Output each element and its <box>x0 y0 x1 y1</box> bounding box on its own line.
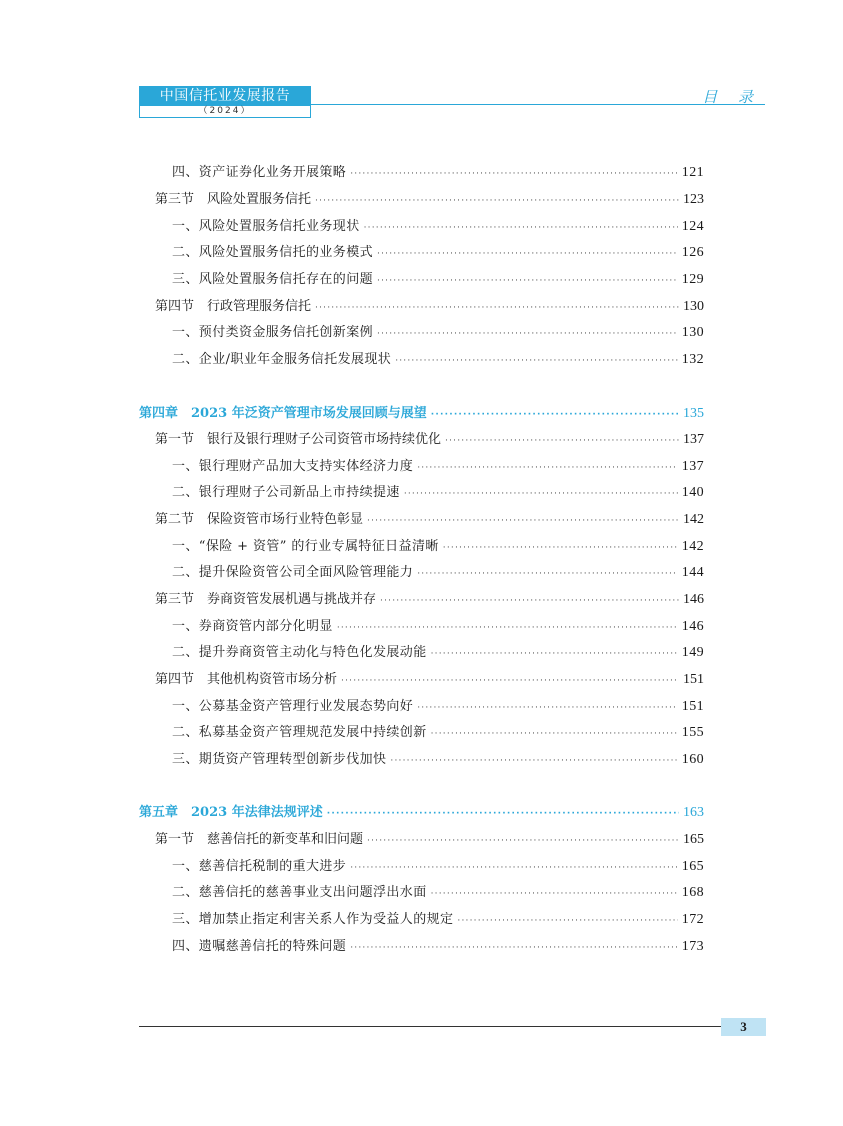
toc-subsection-entry[interactable] <box>172 617 704 637</box>
toc-page-number: 173 <box>681 939 704 954</box>
toc-page-number: 137 <box>681 459 704 474</box>
toc-page-number: 151 <box>683 672 704 687</box>
toc-page-number: 165 <box>681 859 704 874</box>
toc-entry-title: 三、风险处置服务信托存在的问题 <box>172 272 374 287</box>
toc-page-number: 130 <box>683 299 704 314</box>
page-number: 3 <box>721 1018 766 1036</box>
toc-page-number: 132 <box>681 352 704 367</box>
toc-entry-title: 二、私募基金资产管理规范发展中持续创新 <box>172 725 427 740</box>
toc-entry-title: 一、“保险 + 资管” 的行业专属特征日益清晰 <box>172 539 439 554</box>
dot-leader <box>417 698 678 718</box>
dot-leader <box>364 218 678 238</box>
toc-entry-title: 二、提升券商资管主动化与特色化发展动能 <box>172 645 427 660</box>
toc-section-entry[interactable] <box>155 670 704 690</box>
dot-leader <box>431 884 678 904</box>
dot-leader <box>315 191 679 211</box>
toc-entry-title: 二、企业/职业年金服务信托发展现状 <box>172 352 392 367</box>
toc-page-number: 146 <box>681 619 704 634</box>
toc-chapter-entry[interactable] <box>139 803 704 823</box>
running-header <box>139 86 311 118</box>
toc-subsection-entry[interactable] <box>172 563 704 583</box>
toc-entry-title: 二、提升保险资管公司全面风险管理能力 <box>172 565 414 580</box>
toc-section-entry[interactable] <box>155 297 704 317</box>
toc-entry-title: 三、期货资产管理转型创新步伐加快 <box>172 752 387 767</box>
dot-leader <box>377 324 678 344</box>
toc-section-entry[interactable] <box>155 590 704 610</box>
toc-page-number: 130 <box>681 325 704 340</box>
toc-section-entry[interactable] <box>155 830 704 850</box>
toc-page-number: 160 <box>681 752 704 767</box>
dot-leader <box>445 431 679 451</box>
toc-page-number: 168 <box>681 885 704 900</box>
dot-leader <box>395 351 678 371</box>
toc-section-entry[interactable] <box>155 430 704 450</box>
toc-subsection-entry[interactable] <box>172 537 704 557</box>
toc-page-number: 124 <box>681 219 704 234</box>
dot-leader <box>404 484 678 504</box>
toc-entry-title: 第四章 2023 年泛资产管理市场发展回顾与展望 <box>139 406 427 421</box>
toc-chapter-entry[interactable] <box>139 404 704 424</box>
toc-entry-title: 一、预付类资金服务信托创新案例 <box>172 325 374 340</box>
toc-entry-title: 二、风险处置服务信托的业务模式 <box>172 245 374 260</box>
dot-leader <box>390 751 677 771</box>
toc-page-number: 142 <box>681 539 704 554</box>
toc-subsection-entry[interactable] <box>172 243 704 263</box>
toc-entry-title: 二、银行理财子公司新品上市持续提速 <box>172 485 400 500</box>
dot-leader <box>341 671 679 691</box>
toc-entry-title: 四、资产证券化业务开展策略 <box>172 165 347 180</box>
toc-entry-title: 一、券商资管内部分化明显 <box>172 619 333 634</box>
toc-section-entry[interactable] <box>155 510 704 530</box>
toc-subsection-entry[interactable] <box>172 937 704 957</box>
toc-subsection-entry[interactable] <box>172 163 704 183</box>
toc-entry-title: 第四节 其他机构资管市场分析 <box>155 672 338 687</box>
dot-leader <box>350 164 678 184</box>
dot-leader <box>443 538 678 558</box>
dot-leader <box>315 298 679 318</box>
dot-leader <box>431 405 679 425</box>
toc-page-number: 142 <box>683 512 704 527</box>
dot-leader <box>417 458 678 478</box>
toc-entry-title: 第一节 银行及银行理财子公司资管市场持续优化 <box>155 432 442 447</box>
toc-page-number: 149 <box>681 645 704 660</box>
dot-leader <box>417 564 678 584</box>
footer-rule <box>139 1026 721 1027</box>
toc-entry-title: 三、增加禁止指定利害关系人作为受益人的规定 <box>172 912 454 927</box>
toc-entry-title: 二、慈善信托的慈善事业支出问题浮出水面 <box>172 885 427 900</box>
toc-subsection-entry[interactable] <box>172 350 704 370</box>
toc-subsection-entry[interactable] <box>172 323 704 343</box>
toc-subsection-entry[interactable] <box>172 883 704 903</box>
dot-leader <box>380 591 679 611</box>
toc-subsection-entry[interactable] <box>172 723 704 743</box>
header-rule <box>311 104 765 105</box>
toc-page-number: 126 <box>681 245 704 260</box>
dot-leader <box>377 271 678 291</box>
dot-leader <box>367 831 679 851</box>
toc-page-number: 123 <box>683 192 704 207</box>
toc-subsection-entry[interactable] <box>172 750 704 770</box>
toc-page-number: 144 <box>681 565 704 580</box>
toc-page-number: 172 <box>681 912 704 927</box>
toc-section-entry[interactable] <box>155 190 704 210</box>
toc-page-number: 140 <box>681 485 704 500</box>
report-title: 中国信托业发展报告 <box>139 86 311 106</box>
toc-page-number: 146 <box>683 592 704 607</box>
section-label: 目 录 <box>702 88 761 106</box>
toc-entry-title: 一、公募基金资产管理行业发展态势向好 <box>172 699 414 714</box>
dot-leader <box>367 511 679 531</box>
dot-leader <box>327 804 679 824</box>
toc-entry-title: 四、遗嘱慈善信托的特殊问题 <box>172 939 347 954</box>
dot-leader <box>350 938 678 958</box>
toc-page-number: 151 <box>681 699 704 714</box>
toc-subsection-entry[interactable] <box>172 483 704 503</box>
toc-subsection-entry[interactable] <box>172 910 704 930</box>
toc-subsection-entry[interactable] <box>172 643 704 663</box>
toc-entry-title: 第二节 保险资管市场行业特色彰显 <box>155 512 364 527</box>
toc-page-number: 165 <box>683 832 704 847</box>
toc-entry-title: 一、银行理财产品加大支持实体经济力度 <box>172 459 414 474</box>
toc-page-number: 135 <box>683 406 704 421</box>
toc-page-number: 137 <box>683 432 704 447</box>
toc-subsection-entry[interactable] <box>172 217 704 237</box>
dot-leader <box>337 618 678 638</box>
dot-leader <box>431 644 678 664</box>
toc-entry-title: 第三节 券商资管发展机遇与挑战并存 <box>155 592 377 607</box>
dot-leader <box>457 911 677 931</box>
toc-entry-title: 第三节 风险处置服务信托 <box>155 192 312 207</box>
toc-page-number: 163 <box>683 805 704 820</box>
dot-leader <box>377 244 678 264</box>
toc-page-number: 129 <box>681 272 704 287</box>
toc-entry-title: 一、慈善信托税制的重大进步 <box>172 859 347 874</box>
toc-entry-title: 第四节 行政管理服务信托 <box>155 299 312 314</box>
dot-leader <box>350 858 678 878</box>
toc-subsection-entry[interactable] <box>172 457 704 477</box>
toc-page-number: 155 <box>681 725 704 740</box>
toc-subsection-entry[interactable] <box>172 697 704 717</box>
toc-entry-title: 第一节 慈善信托的新变革和旧问题 <box>155 832 364 847</box>
toc-entry-title: 一、风险处置服务信托业务现状 <box>172 219 360 234</box>
toc-subsection-entry[interactable] <box>172 270 704 290</box>
dot-leader <box>431 724 678 744</box>
toc-page-number: 121 <box>681 165 704 180</box>
toc-subsection-entry[interactable] <box>172 857 704 877</box>
toc-entry-title: 第五章 2023 年法律法规评述 <box>139 805 323 820</box>
report-year: （2024） <box>139 106 311 118</box>
